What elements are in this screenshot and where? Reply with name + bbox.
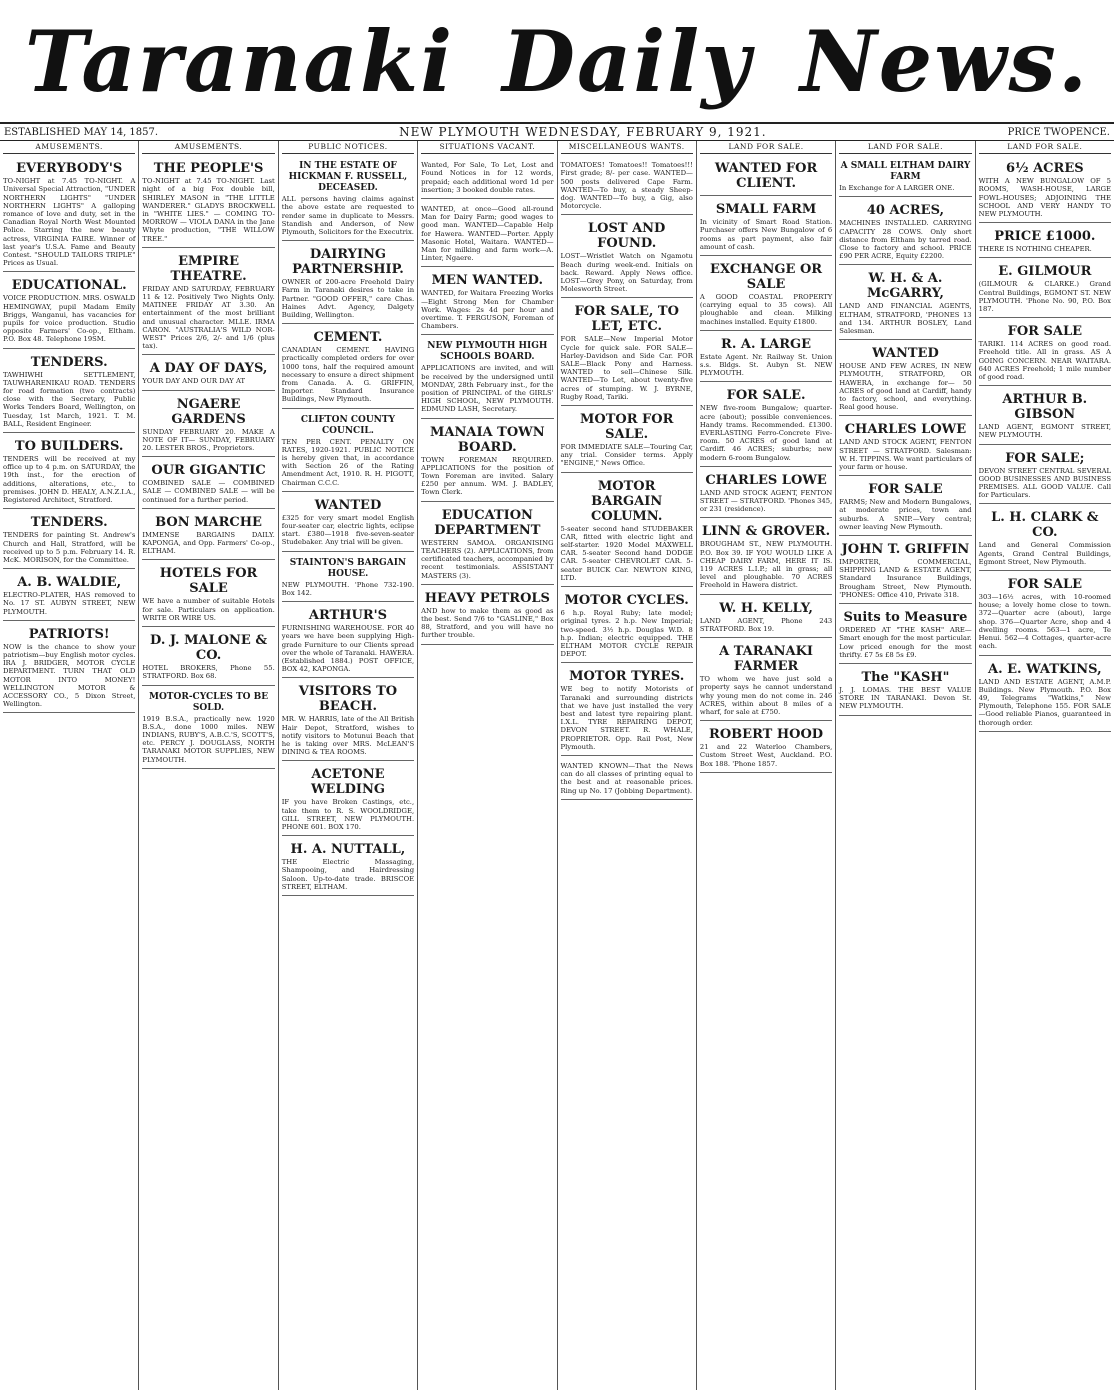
ad-title: VISITORS TO BEACH. bbox=[298, 684, 398, 715]
ad-title: 6½ ACRES bbox=[1005, 161, 1084, 177]
ad-title: W. H. KELLY, bbox=[719, 600, 813, 616]
ad-body: TOMATOES! Tomatoes!! Tomatoes!!! First grade; 8/- per case. WANTED—500 posts delivered Cape Farm. WANTED—To buy, a steady Sheep-dog. WANTED—To buy, a Gig, also Motorcycle. bbox=[560, 161, 693, 211]
ad-body: TENDERS will be received at my office up to 4 p.m. on SATURDAY, the 19th inst., for the erection of additions, alterations, etc., to premises. JOHN D. HEALY, A.N.Z.I.A., Registered Architect, Stratford. bbox=[3, 455, 136, 505]
ad-body: A GOOD COASTAL PROPERTY (carrying equal to 35 cows). All ploughable and clean. Milking machines installed. Equity £1800. bbox=[699, 293, 833, 326]
ad-title: FOR SALE, TO LET, ETC. bbox=[574, 304, 679, 335]
ad-body: ELECTRO-PLATER, HAS removed to No. 17 ST. AUBYN STREET, NEW PLYMOUTH. bbox=[3, 591, 136, 616]
ad-body: YOUR DAY AND OUR DAY AT bbox=[142, 377, 246, 386]
ad-body: 21 and 22 Waterloo Chambers, Custom Street West, Auckland. P.O. Box 188. 'Phone 1857. bbox=[699, 743, 833, 768]
advertisement bbox=[839, 538, 971, 604]
advertisement bbox=[142, 511, 274, 561]
ad-title: WANTED bbox=[314, 497, 382, 513]
ad-body: WANTED, for Waitara Freezing Works—Eight Strong Men for Chamber Work. Wages: 2s 4d per hour and overtime. T. FERGUSON, Foreman of Chambers. bbox=[421, 289, 554, 331]
ad-title: CHARLES LOWE bbox=[844, 422, 967, 438]
advertisement bbox=[142, 393, 274, 458]
advertisement bbox=[700, 157, 832, 196]
ad-title: NGAERE GARDENS bbox=[171, 396, 246, 427]
ad-body: IMPORTER, COMMERCIAL, SHIPPING LAND & ESTATE AGENT, Standard Insurance Buildings, Brougham Street, New Plymouth. 'PHONES: Office 410, Private 318. bbox=[839, 558, 972, 599]
advertisement bbox=[421, 587, 553, 645]
ad-body: TENDERS for painting St. Andrew's Church and Hall, Stratford, will be received up to 5 p.m. February 14. R. McK. MORISON, for the Committee. bbox=[3, 531, 136, 564]
column-heading: AMUSEMENTS. bbox=[142, 143, 274, 154]
column-6 bbox=[697, 141, 836, 1390]
advertisement bbox=[142, 562, 274, 627]
advertisement bbox=[282, 494, 414, 552]
ad-body: AND how to make them as good as the best. Send 7/6 to "GASLINE," Box 88, Stratford, and you will have no further trouble. bbox=[421, 606, 554, 640]
advertisement bbox=[561, 408, 693, 473]
ad-title: FOR SALE. bbox=[726, 388, 806, 404]
ad-body: WE beg to notify Motorists of Taranaki and surrounding districts that we have just installed the very best and latest tyre repairing plant. I.X.L. TYRE REPAIRING DEPOT, DEVON STREET. R. WHALE, PROPRIETOR. Opp. Rail Post, New Plymouth. bbox=[560, 685, 693, 751]
ad-title: EDUCATION DEPARTMENT bbox=[434, 507, 541, 538]
ad-title: THE PEOPLE'S bbox=[153, 161, 264, 177]
ad-title: TO BUILDERS. bbox=[14, 439, 124, 455]
column-5 bbox=[558, 141, 697, 1390]
advertisement bbox=[700, 640, 832, 721]
ad-title: MOTOR BARGAIN COLUMN. bbox=[590, 478, 663, 524]
ad-body: FURNISHING WAREHOUSE. FOR 40 years we have been supplying High-grade Furniture to our Clients spread over the whole of Taranaki. HAWERA. (Established 1884.) POST OFFICE, BOX 42, KAPONGA. bbox=[281, 624, 415, 674]
ad-body: LAND AND STOCK AGENT, FENTON STREET — STRATFORD. Salesman: W. H. TIPPINS. We want particulars of your farm or house. bbox=[839, 438, 972, 472]
ad-body: TARIKI. 114 ACRES on good road. Freehold title. All in grass. AS A GOING CONCERN. NEAR WAITARA. 640 ACRES Freehold; 1 mile number of good road. bbox=[978, 340, 1111, 382]
advertisement bbox=[421, 337, 553, 418]
ad-body: CANADIAN CEMENT. HAVING practically completed orders for over 1000 tons, half the required amount necessary to ensure a direct shipment from Canada. A. G. GRIFFIN, Importer. Standard Insurance Buildings, New Plymouth. bbox=[281, 346, 415, 404]
ad-body: OWNER of 200-acre Freehold Dairy Farm in Taranaki desires to take in Partner. "GOOD OFFER," care Chas. Haines Advt. Agency, Dalgety Building, Wellington. bbox=[281, 278, 415, 320]
ad-body: APPLICATIONS are invited, and will be received by the undersigned until MONDAY, 28th February inst., for the position of PRINCIPAL of the GIRLS' HIGH SCHOOL, NEW PLYMOUTH. EDMUND LASH, Secretary. bbox=[421, 364, 554, 414]
advertisement bbox=[700, 520, 832, 594]
ad-body: 303—16½ acres, with 10-roomed house; a lovely home close to town. 372—Quarter acre (about), large shop. 376—Quarter Acre, shop and 4 dwelling rooms. 563—1 acre, Te Henui. 562—4 Cottages, quarter-acre each. bbox=[978, 593, 1111, 651]
ad-title: E. GILMOUR bbox=[998, 264, 1092, 280]
ad-title: EDUCATIONAL. bbox=[11, 278, 127, 294]
advertisement bbox=[561, 300, 693, 406]
ad-title: EVERYBODY'S bbox=[16, 161, 123, 177]
ad-body: TOWN FOREMAN REQUIRED. APPLICATIONS for the position of Town Foreman are invited. Salary £250 per annum. WM. J. BADLEY, Town Clerk. bbox=[421, 455, 554, 497]
advertisement bbox=[3, 435, 135, 509]
ad-body: DEVON STREET CENTRAL SEVERAL GOOD BUSINESSES AND BUSINESS PREMISES. ALL GOOD VALUE. Call for Particulars. bbox=[978, 466, 1111, 500]
ad-title: R. A. LARGE bbox=[721, 336, 812, 352]
columns bbox=[0, 141, 1114, 1390]
advertisement bbox=[282, 763, 414, 836]
ad-body: In Exchange for A LARGER ONE. bbox=[839, 184, 955, 193]
ad-title: MOTOR CYCLES. bbox=[564, 593, 689, 609]
ad-title: PATRIOTS! bbox=[28, 626, 110, 642]
ad-body: WE have a number of suitable Hotels for sale. Particulars on application. WRITE OR WIRE US. bbox=[142, 597, 275, 622]
column-heading: LAND FOR SALE. bbox=[979, 143, 1111, 154]
ad-title: WANTED FOR CLIENT. bbox=[714, 161, 818, 192]
advertisement bbox=[282, 326, 414, 408]
advertisement bbox=[3, 623, 135, 714]
column-heading: LAND FOR SALE. bbox=[700, 143, 832, 154]
ad-title: A. B. WALDIE, bbox=[17, 575, 122, 591]
advertisement bbox=[3, 511, 135, 569]
ad-title: MOTOR TYRES. bbox=[569, 669, 685, 685]
ad-body: 5-seater second hand STUDEBAKER CAR, fitted with electric light and self-starter. 1920 Model MAXWELL CAR. 5-seater Second hand DODGE CAR. 5-seater CHEVROLET CAR. 5-seater BUICK Car. NEWTON KING, LTD. bbox=[560, 524, 693, 582]
advertisement bbox=[142, 688, 274, 769]
advertisement bbox=[282, 680, 414, 761]
advertisement bbox=[839, 342, 971, 416]
advertisement bbox=[839, 267, 971, 340]
ad-title: 40 ACRES, bbox=[866, 203, 945, 219]
advertisement bbox=[839, 606, 971, 664]
column-1 bbox=[0, 141, 139, 1390]
advertisement bbox=[979, 573, 1111, 655]
ad-title: DAIRYING PARTNERSHIP. bbox=[292, 247, 404, 278]
advertisement bbox=[3, 157, 135, 272]
column-heading: SITUATIONS VACANT. bbox=[421, 143, 553, 154]
advertisement bbox=[142, 357, 274, 390]
masthead-word-3: News. bbox=[800, 11, 1090, 111]
ad-title: W. H. & A. McGARRY, bbox=[867, 271, 944, 302]
established-text: ESTABLISHED MAY 14, 1857. bbox=[4, 126, 159, 138]
ad-body: MACHINES INSTALLED. CARRYING CAPACITY 28 COWS. Only short distance from Eltham by tarred road. Close to factory and school. PRICE £90 PER ACRE, Equity £2200. bbox=[839, 219, 972, 261]
ad-title: ARTHUR B. GIBSON bbox=[1002, 392, 1088, 423]
advertisement bbox=[979, 658, 1111, 732]
advertisement bbox=[282, 157, 414, 241]
advertisement bbox=[142, 629, 274, 685]
advertisement bbox=[700, 198, 832, 256]
ad-body: WANTED, at once—Good all-round Man for Dairy Farm; good wages to good man. WANTED—Capable Help for Hawera. WANTED—Porter. Apply Masonic Hotel, Waitara. WANTED—Man for milking and farm work—A. Linter, Ngaere. bbox=[421, 205, 554, 263]
ad-title: JOHN T. GRIFFIN bbox=[841, 542, 970, 558]
ad-body: THERE IS NOTHING CHEAPER. bbox=[978, 245, 1092, 254]
ad-title: MEN WANTED. bbox=[431, 273, 543, 289]
advertisement bbox=[979, 388, 1111, 444]
advertisement bbox=[561, 475, 693, 587]
advertisement bbox=[282, 838, 414, 896]
ad-title: EMPIRE THEATRE. bbox=[170, 253, 247, 284]
ad-body: LAND AND STOCK AGENT, FENTON STREET — STRATFORD. 'Phones 345, or 231 (residence). bbox=[699, 488, 833, 514]
advertisement bbox=[3, 274, 135, 348]
ad-title: TENDERS. bbox=[30, 515, 108, 531]
ad-title: SMALL FARM bbox=[715, 202, 817, 218]
ad-body: Wanted, For Sale, To Let, Lost and Found Notices in for 12 words, prepaid; each additional word 1d per insertion; 3 booked double rates. bbox=[421, 161, 554, 194]
advertisement bbox=[839, 666, 971, 716]
ad-body: (GILMOUR & CLARKE.) Grand Central Buildings, EGMONT ST. NEW PLYMOUTH. 'Phone No. 90, P.O. Box 187. bbox=[978, 280, 1111, 314]
advertisement bbox=[3, 351, 135, 433]
column-heading: LAND FOR SALE. bbox=[839, 143, 971, 154]
ad-body: LOST—Wristlet Watch on Ngamotu Beach during week-end. Initials on back. Reward. Apply News office. LOST—Grey Pony, on Saturday, from Molesworth Street. bbox=[560, 252, 693, 294]
ad-body: LAND AGENT, Phone 243 STRATFORD. Box 19. bbox=[699, 616, 833, 633]
advertisement bbox=[561, 758, 693, 800]
advertisement bbox=[839, 157, 971, 197]
ad-title: CHARLES LOWE bbox=[705, 472, 827, 488]
advertisement bbox=[979, 225, 1111, 258]
masthead-word-2: Daily bbox=[502, 11, 753, 111]
column-3 bbox=[279, 141, 418, 1390]
ad-title: IN THE ESTATE OF HICKMAN F. RUSSELL, DECEASED. bbox=[288, 161, 408, 194]
ad-title: MANAIA TOWN BOARD. bbox=[430, 424, 545, 455]
ad-title: Suits to Measure bbox=[843, 610, 968, 626]
ad-body: In vicinity of Smart Road Station. Purchaser offers New Bungalow of 6 rooms as part payment, also fair amount of cash. bbox=[699, 218, 833, 251]
ad-body: WANTED KNOWN—That the News can do all classes of printing equal to the best and at reasonable prices. Ring up No. 17 (Jobbing Department). bbox=[560, 761, 693, 795]
ad-title: TENDERS. bbox=[30, 354, 108, 370]
ad-body: 1919 B.S.A., practically new. 1920 B.S.A., done 1000 miles. NEW INDIANS, RUBY'S, A.B.C.'S, SCOTT'S, etc. PERCY J. DOUGLASS, NORTH TARANAKI MOTOR SUPPLIES, NEW PLYMOUTH. bbox=[142, 714, 275, 764]
ad-title: A TARANAKI FARMER bbox=[719, 644, 814, 675]
ad-title: FOR SALE; bbox=[1005, 450, 1085, 466]
ad-title: BON MARCHE bbox=[155, 514, 262, 530]
column-heading: PUBLIC NOTICES. bbox=[282, 143, 414, 154]
ad-title: FOR SALE bbox=[1007, 577, 1083, 593]
ad-title: CLIFTON COUNTY COUNCIL. bbox=[300, 414, 396, 436]
ad-body: FARMS; New and Modern Bungalows, at moderate prices, town and suburbs. A SNIP.—Very central; owner leaving New Plymouth. bbox=[839, 498, 972, 531]
dateline bbox=[0, 124, 1114, 141]
advertisement bbox=[979, 320, 1111, 386]
column-7 bbox=[836, 141, 975, 1390]
ad-body: £325 for very smart model English four-seater car, electric lights, eclipse start. £380—1918 five-seven-seater Studebaker. Any trial will be given. bbox=[281, 513, 415, 547]
ad-title: PRICE £1000. bbox=[994, 229, 1096, 245]
ad-body: LAND AND ESTATE AGENT, A.M.P. Buildings. New Plymouth. P.O. Box 49, Telegrams "Watkins," New Plymouth, Telephone 155. FOR SALE—Good reliable Pianos, guaranteed in thorough order. bbox=[978, 677, 1111, 727]
advertisement bbox=[979, 506, 1111, 571]
ad-title: A. E. WATKINS, bbox=[987, 661, 1102, 677]
ad-body: TEN PER CENT. PENALTY ON RATES, 1920-1921. PUBLIC NOTICE is hereby given that, in accordance with Section 26 of the Rating Amendment Act, 1910. R. H. PIGOTT, Chairman C.C.C. bbox=[281, 437, 415, 487]
ad-title: WANTED bbox=[872, 346, 939, 362]
ad-body: COMBINED SALE — COMBINED SALE — COMBINED SALE — will be continued for a further period. bbox=[142, 479, 275, 504]
ad-body: 6 h.p. Royal Ruby; late model; original tyres. 2 h.p. New Imperial; two-speed. 3½ h.p. Douglas W.D. 8 h.p. Indian; electric equipped. THE ELTHAM MOTOR CYCLE REPAIR DEPOT. bbox=[560, 609, 693, 659]
advertisement bbox=[142, 459, 274, 509]
ad-body: TO whom we have just sold a property says he cannot understand why young men do not come in. 246 ACRES, within about 8 miles of a wharf, for sale at £750. bbox=[699, 675, 833, 716]
ad-title: EXCHANGE OR SALE bbox=[710, 262, 823, 293]
advertisement bbox=[700, 469, 832, 519]
advertisement bbox=[839, 478, 971, 536]
ad-body: VOICE PRODUCTION. MRS. OSWALD HEMINGWAY, pupil Madam Emily Briggs, Wanganui, has vacancies for pupils for voice production. Studio opposite Farmers' Co-op., Eltham. P.O. Box 48. Telephone 19SM. bbox=[3, 294, 136, 344]
advertisement bbox=[142, 157, 274, 248]
ad-title: ROBERT HOOD bbox=[709, 727, 824, 743]
ad-body: IMMENSE BARGAINS DAILY. KAPONGA, and Opp. Farmers' Co-op., ELTHAM. bbox=[142, 530, 275, 556]
ad-title: H. A. NUTTALL, bbox=[290, 842, 406, 858]
ad-body: WESTERN SAMOA. ORGANISING TEACHERS (2). APPLICATIONS, from certificated teachers, accompanied by recent testimonials. ASSISTANT MASTERS (3). bbox=[421, 538, 554, 580]
advertisement bbox=[700, 597, 832, 638]
ad-title: ACETONE WELDING bbox=[310, 767, 385, 798]
ad-body: LAND AGENT, EGMONT STREET, NEW PLYMOUTH. bbox=[978, 423, 1111, 440]
ad-body: MR. W. HARRIS, late of the All British Hair Depot, Stratford, wishes to notify visitors to Motunui Beach that he is taking over MRS. McLEAN'S DINING & TEA ROOMS. bbox=[281, 715, 415, 757]
advertisement bbox=[421, 201, 553, 267]
ad-body: TO-NIGHT at 7.45 TO-NIGHT. Last night of a big Fox double bill, SHIRLEY MASON in "THE LITTLE WANDERER." GLADYS BROCKWELL in "WHITE LIES." — COMING TO-MORROW — VIOLA DANA in the Jane Whyte production, "THE WILLOW TREE." bbox=[142, 177, 275, 243]
ad-body: FRIDAY AND SATURDAY, FEBRUARY 11 & 12. Positively Two Nights Only. MATINEE FRIDAY AT 3.30. An entertainment of the most brilliant and unusual character. MLLE. IRMA CARON. "AUSTRALIA'S WILD NOR-WEST" Prices 2/6, 2/- and 1/6 (plus tax). bbox=[142, 284, 275, 351]
ad-title: HOTELS FOR SALE bbox=[159, 566, 258, 597]
ad-title: NEW PLYMOUTH HIGH SCHOOLS BOARD. bbox=[427, 341, 548, 363]
ad-body: TAWHIWHI SETTLEMENT, TAUWHARENIKAU ROAD. TENDERS for road formation (two contracts) close with the Secretary, Public Works Tenders Board, Wellington, on Tuesday, 1st March, 1921. T. M. BALL, Resident Engineer. bbox=[3, 370, 136, 428]
price-text: PRICE TWOPENCE. bbox=[1007, 126, 1110, 138]
advertisement bbox=[561, 217, 693, 298]
column-2 bbox=[139, 141, 278, 1390]
advertisement bbox=[142, 250, 274, 356]
advertisement bbox=[561, 589, 693, 663]
ad-body: IF you have Broken Castings, etc., take them to R. S. WOOLDRIDGE, GILL STREET, NEW PLYMOUTH. PHONE 601. BOX 170. bbox=[281, 798, 415, 831]
advertisement bbox=[979, 260, 1111, 318]
issue-date: NEW PLYMOUTH WEDNESDAY, FEBRUARY 9, 1921. bbox=[399, 125, 767, 139]
column-8 bbox=[976, 141, 1114, 1390]
advertisement bbox=[421, 269, 553, 335]
ad-body: NOW is the chance to show your patriotism—buy English motor cycles. IRA J. BRIDGER, MOTOR CYCLE DEPARTMENT. TURN THAT OLD MOTOR INTO MONEY! WELLINGTON MOTOR & ACCESSORY CO., 5 Dixon Street, Wellington. bbox=[3, 642, 136, 709]
advertisement bbox=[282, 554, 414, 602]
ad-body: NEW PLYMOUTH. 'Phone 732-190. Box 142. bbox=[281, 580, 415, 597]
ad-title: STAINTON'S BARGAIN HOUSE. bbox=[289, 557, 407, 579]
ad-title: LINN & GROVER. bbox=[702, 524, 831, 540]
ad-title: LOST AND FOUND. bbox=[588, 221, 666, 252]
advertisement bbox=[561, 157, 693, 215]
ad-title: The "KASH" bbox=[861, 669, 950, 685]
ad-body: BROUGHAM ST., NEW PLYMOUTH. P.O. Box 39. IF YOU WOULD LIKE A CHEAP DAIRY FARM, HERE IT IS. 119 ACRES L.I.P.; all in grass; all level and ploughable. 70 ACRES Freehold in Hawera district. bbox=[699, 540, 833, 590]
advertisement bbox=[421, 421, 553, 502]
ad-body: HOUSE AND FEW ACRES, IN NEW PLYMOUTH, STRATFORD, OR HAWERA, in exchange for— 50 ACRES of good land at Cardiff, handy to factory, school, and everything. Real good house. bbox=[839, 362, 972, 412]
advertisement bbox=[700, 384, 832, 466]
advertisement bbox=[979, 157, 1111, 223]
ad-title: L. H. CLARK & CO. bbox=[991, 510, 1099, 541]
ad-body: Land and General Commission Agents, Grand Central Buildings, Egmont Street, New Plymouth. bbox=[978, 541, 1111, 566]
advertisement bbox=[282, 411, 414, 492]
advertisement bbox=[282, 243, 414, 324]
ad-title: ARTHUR'S bbox=[308, 608, 387, 624]
ad-title: CEMENT. bbox=[313, 330, 383, 346]
ad-title: FOR SALE bbox=[868, 482, 943, 498]
ad-title: A SMALL ELTHAM DAIRY FARM bbox=[840, 161, 971, 183]
advertisement bbox=[700, 723, 832, 773]
ad-body: J. J. LOMAS. THE BEST VALUE STORE IN TARANAKI. Devon St. NEW PLYMOUTH. bbox=[839, 685, 972, 711]
ad-body: WITH A NEW BUNGALOW OF 5 ROOMS, WASH-HOUSE, LARGE FOWL-HOUSES; ADJOINING THE SCHOOL AND VERY HANDY TO NEW PLYMOUTH. bbox=[978, 177, 1111, 219]
ad-body: LAND AND FINANCIAL AGENTS, ELTHAM, STRATFORD, 'PHONES 13 and 134. ARTHUR BOSLEY, Land Salesman. bbox=[839, 302, 972, 336]
masthead-word-1: Taranaki bbox=[24, 11, 455, 111]
column-heading: AMUSEMENTS. bbox=[3, 143, 135, 154]
ad-title: D. J. MALONE & CO. bbox=[150, 633, 268, 664]
ad-title: A DAY OF DAYS, bbox=[149, 361, 268, 377]
advertisement bbox=[561, 665, 693, 756]
masthead bbox=[0, 0, 1114, 124]
advertisement bbox=[979, 447, 1111, 505]
ad-body: FOR SALE—New Imperial Motor Cycle for quick sale. FOR SALE—Harley-Davidson and Side Car. FOR SALE—Black Pony and Harness. WANTED to sell—Chinese Silk. WANTED—To Let, about twenty-five acres of stumping. W. J. BYRNE, Rugby Road, Tariki. bbox=[560, 335, 693, 401]
ad-body: FOR IMMEDIATE SALE—Touring Car, any trial. Consider terms. Apply "ENGINE," News Office. bbox=[560, 443, 693, 468]
advertisement bbox=[282, 604, 414, 678]
ad-title: MOTOR-CYCLES TO BE SOLD. bbox=[149, 691, 269, 713]
column-4 bbox=[418, 141, 557, 1390]
advertisement bbox=[421, 504, 553, 585]
advertisement bbox=[3, 571, 135, 621]
advertisement bbox=[700, 258, 832, 331]
ad-title: MOTOR FOR SALE. bbox=[579, 412, 674, 443]
advertisement bbox=[421, 157, 553, 199]
ad-title: FOR SALE bbox=[1007, 324, 1083, 340]
ad-body: ORDERED AT "THE KASH" ARE— Smart enough for the most particular. Low priced enough for the most thrifty. £7 5s £8 5s £9. bbox=[839, 626, 972, 659]
ad-body: THE Electric Massaging, Shampooing, and Hairdressing Saloon. Up-to-date trade. BRISCOE STREET, ELTHAM. bbox=[281, 858, 415, 891]
ad-title: OUR GIGANTIC bbox=[151, 463, 266, 479]
ad-body: TO-NIGHT at 7.45 TO-NIGHT. A Universal Special Attraction, "UNDER NORTHERN LIGHTS" "UNDER NORTHERN LIGHTS" A galloping romance of love and duty, set in the Canadian Royal North West Mounted Police. Starring the new beauty actress, VIRGINIA FAIRE. Winner of last year's U.S.A. Fame and Beauty Contest. "SHOULD TAILORS TRIPLE" Prices as Usual. bbox=[3, 177, 136, 268]
ad-body: SUNDAY FEBRUARY 20. MAKE A NOTE OF IT— SUNDAY, FEBRUARY 20. LESTER BROS., Proprietors. bbox=[142, 427, 275, 453]
advertisement bbox=[700, 333, 832, 383]
ad-body: Estate Agent. Nr. Railway St. Union s.s. Bldgs. St. Aubyn St. NEW PLYMOUTH. bbox=[699, 352, 833, 378]
ad-body: HOTEL BROKERS, Phone 55. STRATFORD. Box 68. bbox=[142, 664, 275, 681]
advertisement bbox=[839, 418, 971, 476]
ad-body: NEW five-room Bungalow; quarter-acre (about); possible conveniences. Handy trams. Recommended. £1300. EVERLASTING Ferro-Concrete Five-room. 50 ACRES of good land at Cardiff. 46 ACRES; suburbs; new modern 6-room Bungalow. bbox=[699, 404, 833, 462]
column-heading: MISCELLANEOUS WANTS. bbox=[561, 143, 693, 154]
ad-body: ALL persons having claims against the above estate are requested to render same in duplicate to Messrs. Standish and Anderson, of New Plymouth, Solicitors for the Executrix. bbox=[281, 195, 415, 237]
ad-title: HEAVY PETROLS bbox=[424, 590, 550, 606]
advertisement bbox=[839, 199, 971, 265]
